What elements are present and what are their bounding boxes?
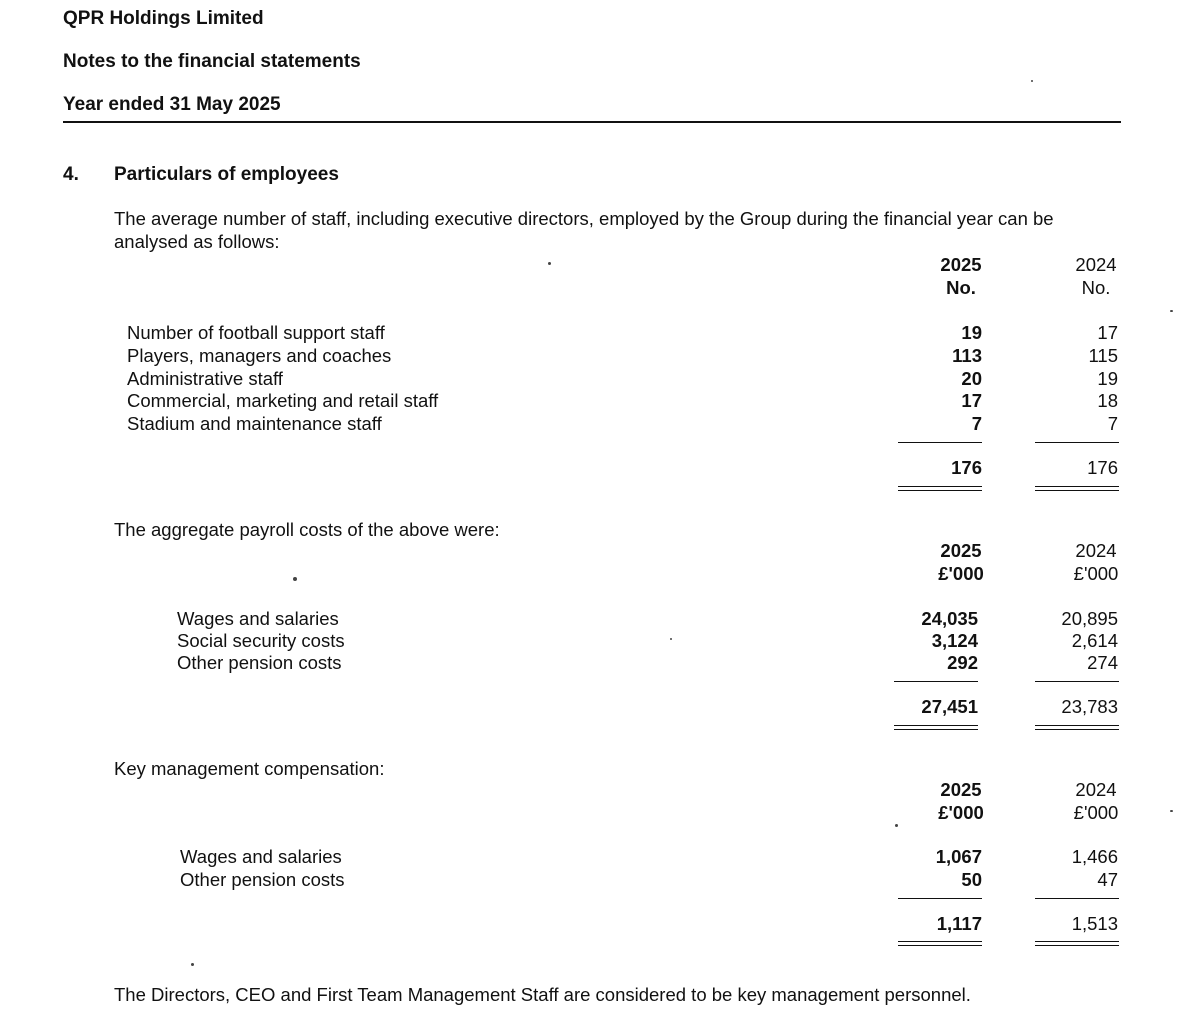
table-row-label: Social security costs — [177, 630, 345, 651]
table-row-2025: 50 — [961, 869, 982, 890]
key-mgmt-total-2025: 1,117 — [936, 913, 982, 934]
total-double-rule — [1035, 725, 1119, 730]
subtotal-rule — [1035, 898, 1119, 899]
subtotal-rule — [898, 442, 982, 443]
staff-col1-unit: No. — [946, 277, 976, 298]
scan-speck — [1170, 310, 1173, 312]
table-row-2024: 47 — [1097, 869, 1118, 890]
scan-speck — [670, 638, 672, 640]
staff-col2-year: 2024 — [1075, 254, 1117, 275]
scan-speck — [1170, 810, 1173, 812]
table-row-2024: 1,466 — [1071, 846, 1118, 867]
table-row-2025: 3,124 — [931, 630, 978, 651]
table-row-2024: 20,895 — [1061, 608, 1118, 629]
payroll-intro: The aggregate payroll costs of the above were: — [114, 519, 500, 540]
payroll-col2-unit: £'000 — [1073, 563, 1119, 584]
table-row-label: Other pension costs — [177, 652, 342, 673]
table-row-2025: 24,035 — [921, 608, 978, 629]
table-row-2025: 19 — [961, 322, 982, 343]
intro-line-1: The average number of staff, including executive directors, employed by the Group during the financial year can be — [114, 208, 1054, 229]
footer-note: The Directors, CEO and First Team Management Staff are considered to be key management personnel. — [114, 984, 971, 1005]
subtotal-rule — [898, 898, 982, 899]
scan-speck — [293, 577, 297, 581]
period-label: Year ended 31 May 2025 — [63, 94, 281, 115]
table-row-label: Administrative staff — [127, 368, 283, 389]
payroll-total-2024: 23,783 — [1061, 696, 1118, 717]
payroll-col1-unit: £'000 — [938, 563, 984, 584]
scan-speck — [895, 824, 898, 827]
total-double-rule — [1035, 941, 1119, 946]
document-subtitle: Notes to the financial statements — [63, 51, 361, 72]
table-row-label: Wages and salaries — [180, 846, 342, 867]
header-rule — [63, 121, 1121, 123]
total-double-rule — [1035, 486, 1119, 491]
total-double-rule — [898, 941, 982, 946]
key-mgmt-col2-unit: £'000 — [1073, 802, 1119, 823]
section-title: Particulars of employees — [114, 164, 339, 185]
key-mgmt-intro: Key management compensation: — [114, 758, 385, 779]
total-double-rule — [894, 725, 978, 730]
staff-total-2025: 176 — [951, 457, 982, 478]
subtotal-rule — [894, 681, 978, 682]
scan-speck — [191, 963, 194, 966]
table-row-2025: 1,067 — [935, 846, 982, 867]
staff-col2-unit: No. — [1081, 277, 1111, 298]
table-row-2025: 113 — [952, 345, 982, 366]
table-row-label: Commercial, marketing and retail staff — [127, 390, 439, 411]
payroll-total-2025: 27,451 — [921, 696, 978, 717]
table-row-label: Stadium and maintenance staff — [127, 413, 382, 434]
key-mgmt-col2-year: 2024 — [1075, 779, 1117, 800]
table-row-2024: 18 — [1097, 390, 1118, 411]
scan-speck — [548, 262, 551, 265]
table-row-label: Wages and salaries — [177, 608, 339, 629]
subtotal-rule — [1035, 442, 1119, 443]
table-row-2024: 19 — [1097, 368, 1118, 389]
table-row-2025: 20 — [961, 368, 982, 389]
table-row-label: Players, managers and coaches — [127, 345, 392, 366]
key-mgmt-col1-year: 2025 — [940, 779, 982, 800]
payroll-col2-year: 2024 — [1075, 540, 1117, 561]
table-row-2024: 274 — [1087, 652, 1118, 673]
table-row-2025: 17 — [961, 390, 982, 411]
table-row-2025: 7 — [971, 413, 982, 434]
table-row-2025: 292 — [947, 652, 978, 673]
total-double-rule — [898, 486, 982, 491]
table-row-2024: 2,614 — [1071, 630, 1118, 651]
staff-col1-year: 2025 — [940, 254, 982, 275]
table-row-2024: 7 — [1107, 413, 1118, 434]
subtotal-rule — [1035, 681, 1119, 682]
key-mgmt-total-2024: 1,513 — [1071, 913, 1118, 934]
company-name: QPR Holdings Limited — [63, 8, 264, 29]
table-row-2024: 115 — [1088, 345, 1118, 366]
section-number: 4. — [63, 164, 79, 185]
key-mgmt-col1-unit: £'000 — [938, 802, 984, 823]
table-row-label: Number of football support staff — [127, 322, 385, 343]
staff-total-2024: 176 — [1087, 457, 1118, 478]
table-row-2024: 17 — [1097, 322, 1118, 343]
scan-speck — [1031, 80, 1033, 82]
payroll-col1-year: 2025 — [940, 540, 982, 561]
table-row-label: Other pension costs — [180, 869, 345, 890]
intro-line-2: analysed as follows: — [114, 231, 280, 252]
